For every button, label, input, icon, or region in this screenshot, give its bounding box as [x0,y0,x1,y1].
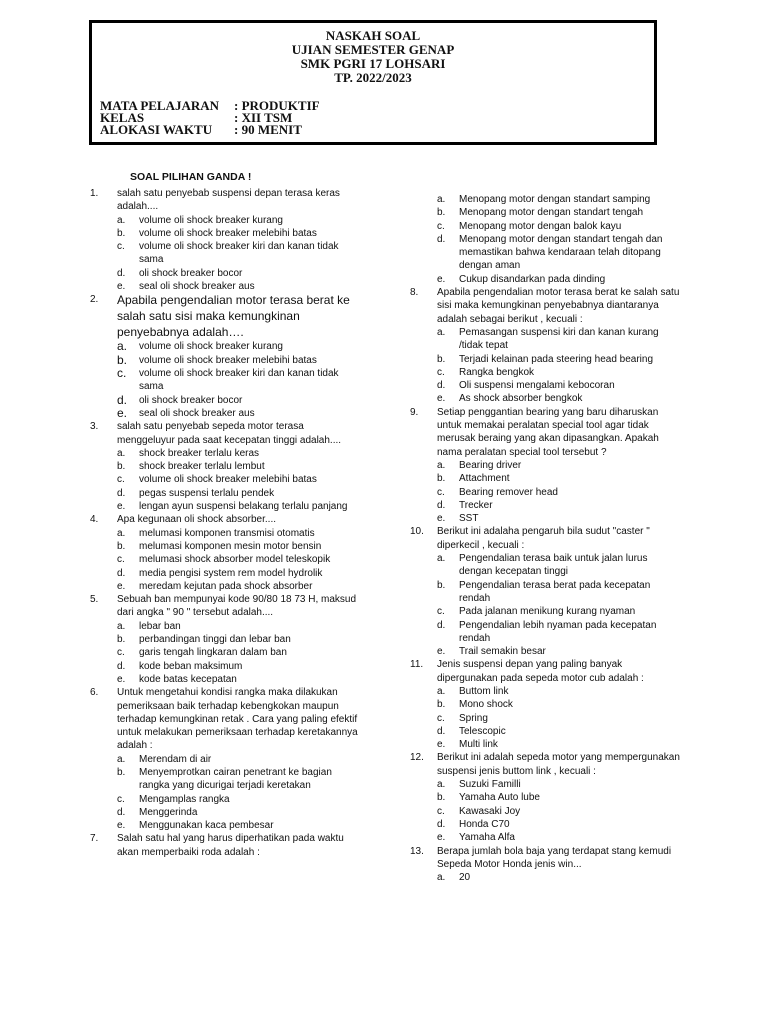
answer-option [90,646,360,659]
option-letter: d. [117,267,126,279]
option-text: seal oli shock breaker aus [139,281,255,293]
answer-option [410,725,680,738]
option-letter: b. [117,352,128,367]
question-number: 12. [410,752,424,764]
option-text: 20 [459,872,471,884]
option-letter: d. [437,380,446,392]
header-school-name: SMK PGRI 17 LOHSARI [300,56,446,71]
option-letter: b. [117,227,126,239]
option-text: Oli suspensi mengalami kebocoran [459,380,615,392]
option-text: Menggerinda [139,806,198,818]
option-letter: d. [117,487,126,499]
option-text: shock breaker terlalu lembut [139,461,265,473]
question-text: Untuk mengetahui kondisi rangka maka dilakukan pemeriksaan baik terhadap kebengkokan maupun terhadap kemungkinan retak . Cara yang paling efektif untuk melakukan pemeriksaan terhadap keretakannya adalah : [117,687,358,752]
option-letter: e. [437,393,446,405]
answer-option [410,738,680,751]
option-letter: a. [437,194,446,205]
option-text: Pada jalanan menikung kurang nyaman [459,606,636,618]
option-text: Spring [459,712,488,724]
answer-option [410,579,680,606]
question-number: 5. [90,594,99,606]
option-letter: b. [437,792,446,804]
question-text-line [90,686,360,752]
option-letter: e. [437,739,446,751]
answer-option [90,540,360,553]
option-letter: d. [437,818,446,830]
info-subject-value: : PRODUKTIF [234,98,320,113]
header-title: NASKAH SOAL [325,28,421,43]
question-text-line [90,420,360,447]
option-text: Mengamplas rangka [139,793,230,805]
question-text-line [410,658,680,685]
option-letter: a. [117,620,126,632]
option-text: Menopang motor dengan balok kayu [459,220,622,232]
question-text: Sebuah ban mempunyai kode 90/80 18 73 H, maksud dari angka " 90 " tersebut adalah.... [117,594,357,619]
option-text: Menopang motor dengan standart tengah dan memastikan bahwa kendaraan telah ditopang dengan aman [459,233,663,272]
option-letter: b. [437,699,446,711]
option-letter: b. [437,579,446,591]
option-letter: e. [117,580,126,592]
answer-option [410,273,680,286]
option-letter: c. [117,241,125,253]
question-item [410,193,680,286]
question-text: Berapa jumlah bola baja yang terdapat stang kemudi Sepeda Motor Honda jenis win... [437,845,672,870]
question-text: salah satu penyebab suspensi depan terasa keras adalah.... [117,188,340,213]
info-class-label: KELAS [100,110,145,125]
answer-option [90,280,360,293]
option-text: seal oli shock breaker aus [139,407,255,419]
option-letter: e. [437,646,446,658]
answer-option [410,619,680,646]
option-text: Suzuki Familli [459,779,521,791]
answer-option [90,240,360,267]
question-number: 8. [410,287,419,299]
option-letter: e. [437,832,446,844]
question-text-line [90,513,360,526]
answer-option [410,193,680,206]
option-text: Yamaha Auto lube [459,792,540,804]
option-letter: e. [117,281,126,293]
exam-header [89,20,657,145]
answer-option [90,354,360,367]
option-text: SST [459,513,479,525]
answer-option [410,871,680,884]
question-item [410,751,680,844]
option-text: Telescopic [459,725,506,737]
option-text: Kawasaki Joy [459,805,521,817]
answer-option [90,553,360,566]
question-text: Apabila pengendalian motor terasa berat ke salah satu sisi maka kemungkinan penyebabnya diantaranya adalah sebagai berikut , kecuali : [437,287,680,325]
question-number: 13. [410,845,424,857]
answer-option [90,620,360,633]
option-letter: a. [437,872,446,884]
question-text-line [410,751,680,778]
answer-option [90,487,360,500]
option-text: Bearing driver [459,459,522,471]
option-text: Menggunakan kaca pembesar [139,820,274,832]
option-letter: c. [117,554,125,566]
option-text: perbandingan tinggi dan lebar ban [139,634,291,646]
option-letter: a. [117,753,126,765]
answer-option [410,472,680,485]
answer-option [410,552,680,579]
answer-option [410,685,680,698]
option-text: volume oli shock breaker melebihi batas [139,474,317,486]
info-subject-label: MATA PELAJARAN [100,98,220,113]
option-text: garis tengah lingkaran dalam ban [139,647,287,659]
question-number: 7. [90,833,99,845]
option-letter: c. [437,366,445,378]
answer-option [410,712,680,725]
question-number: 2. [90,294,99,306]
answer-option [90,447,360,460]
question-item [90,832,360,859]
question-text-line [90,832,360,859]
option-text: Attachment [459,473,510,485]
answer-option [90,673,360,686]
question-text-line [410,525,680,552]
header-school-year: TP. 2022/2023 [334,70,412,85]
answer-option [410,392,680,405]
info-duration-value: : 90 MENIT [234,122,302,137]
option-text: volume oli shock breaker kiri dan kanan tidak sama [139,241,339,266]
question-item [90,420,360,513]
option-letter: e. [117,673,126,685]
option-text: melumasi shock absorber model teleskopik [139,554,331,566]
option-letter: a. [117,447,126,459]
answer-option [410,459,680,472]
option-letter: e. [437,273,446,285]
option-text: Menyemprotkan cairan penetrant ke bagian rangka yang dicurigai terjadi keretakan [139,766,332,792]
question-text: Jenis suspensi depan yang paling banyak dipergunakan pada sepeda motor cub adalah : [437,659,644,684]
question-text-line [410,845,680,872]
option-text: Cukup disandarkan pada dinding [459,273,606,285]
option-letter: b. [437,473,446,485]
option-letter: d. [437,725,446,737]
answer-option [90,580,360,593]
answer-option [410,233,680,273]
option-letter: c. [437,606,445,618]
option-text: Buttom link [459,685,509,697]
option-letter: a. [117,527,126,539]
option-text: Terjadi kelainan pada steering head bearing [459,353,654,365]
answer-option [410,366,680,379]
option-letter: d. [117,567,126,579]
question-number: 6. [90,687,99,699]
option-text: volume oli shock breaker melebihi batas [139,354,317,366]
answer-option [410,818,680,831]
option-text: Mono shock [459,699,513,711]
question-item [90,593,360,686]
option-text: Honda C70 [459,818,510,830]
option-letter: e. [117,405,128,420]
answer-option [410,326,680,353]
question-text-line [90,293,360,340]
option-text: volume oli shock breaker kurang [139,341,283,353]
question-text: Apa kegunaan oli shock absorber.... [117,514,276,526]
option-text: lebar ban [139,620,181,632]
option-text: kode batas kecepatan [139,673,237,685]
option-text: Pemasangan suspensi kiri dan kanan kurang /tidak tepat [459,326,659,352]
option-text: oli shock breaker bocor [139,267,243,279]
option-text: Merendam di air [139,753,212,765]
answer-option [90,806,360,819]
option-letter: b. [117,540,126,552]
option-text: oli shock breaker bocor [139,394,243,406]
answer-option [410,353,680,366]
answer-option [90,367,360,394]
option-letter: e. [117,820,126,832]
answer-option [90,394,360,407]
question-text-line [410,286,680,326]
question-text-line [410,406,680,459]
option-letter: a. [117,339,128,354]
option-letter: d. [437,619,446,631]
option-text: Trecker [459,499,493,511]
option-text: volume oli shock breaker melebihi batas [139,227,317,239]
question-item [90,187,360,293]
question-item [410,845,680,885]
option-letter: b. [117,461,126,473]
option-letter: c. [117,647,125,659]
option-letter: c. [117,366,127,381]
question-text: Apabila pengendalian motor terasa berat ke salah satu sisi maka kemungkinan penyebabnya adalah…. [117,293,350,339]
option-letter: c. [437,805,445,817]
question-number: 10. [410,526,424,538]
option-letter: a. [117,214,126,226]
option-text: shock breaker terlalu keras [139,447,260,459]
option-text: Pengendalian lebih nyaman pada kecepatan rendah [459,619,657,644]
answer-option [410,220,680,233]
answer-option [90,660,360,673]
answer-option [90,340,360,353]
answer-option [410,791,680,804]
option-text: meredam kejutan pada shock absorber [139,580,313,592]
question-number: 11. [410,659,424,671]
option-text: media pengisi system rem model hydrolik [139,567,323,579]
option-text: lengan ayun suspensi belakang terlalu panjang [139,501,348,513]
answer-option [90,267,360,280]
option-letter: c. [437,486,445,498]
question-item [90,686,360,832]
question-text-line [90,187,360,214]
info-duration-label: ALOKASI WAKTU [100,122,213,137]
option-text: melumasi komponen mesin motor bensin [139,540,322,552]
answer-option [410,805,680,818]
questions-right-column [410,193,680,884]
answer-option [90,214,360,227]
question-number: 1. [90,188,99,199]
question-number: 9. [410,406,419,418]
option-letter: d. [437,499,446,511]
option-letter: a. [437,685,446,697]
option-letter: e. [437,513,446,525]
option-letter: b. [117,634,126,646]
question-item [90,513,360,593]
option-text: melumasi komponen transmisi otomatis [139,527,315,539]
option-letter: d. [117,806,126,818]
option-letter: c. [437,220,445,232]
answer-option [90,460,360,473]
answer-option [410,778,680,791]
answer-option [410,499,680,512]
option-text: volume oli shock breaker kiri dan kanan tidak sama [139,368,339,393]
info-duration [100,123,302,136]
question-text: Berikut ini adalaha pengaruh bila sudut "caster " diperkecil , kecuali : [437,526,650,551]
option-letter: e. [117,501,126,513]
answer-option [410,645,680,658]
question-text: Salah satu hal yang harus diperhatikan pada waktu akan memperbaiki roda adalah : [117,833,344,858]
answer-option [410,512,680,525]
answer-option [90,227,360,240]
option-letter: a. [437,553,446,565]
option-text: Pengendalian terasa baik untuk jalan lurus dengan kecepatan tinggi [459,553,648,578]
question-item [410,406,680,526]
option-letter: b. [437,353,446,365]
question-number: 4. [90,514,99,526]
answer-option [90,473,360,486]
option-text: As shock absorber bengkok [459,393,583,405]
answer-option [90,819,360,832]
question-text: Setiap penggantian bearing yang baru diharuskan untuk memakai peralatan special tool agar tidak merusak beraing yang akan dipasangkan. Apakah nama peralatan special tool tersebut ? [437,406,659,458]
option-letter: c. [117,793,125,805]
answer-option [90,793,360,806]
answer-option [410,486,680,499]
answer-option [90,753,360,766]
questions-left-column [90,187,360,859]
option-letter: a. [437,779,446,791]
option-letter: c. [437,712,445,724]
answer-option [90,527,360,540]
answer-option [410,379,680,392]
option-text: Bearing remover head [459,486,558,498]
option-letter: d. [437,233,446,245]
option-letter: c. [117,474,125,486]
header-exam-name: UJIAN SEMESTER GENAP [291,42,455,57]
question-item [410,286,680,406]
question-text-line [90,593,360,620]
info-class-value: : XII TSM [234,110,293,125]
option-letter: a. [437,326,446,338]
option-text: Trail semakin besar [459,646,546,658]
question-item [410,525,680,658]
option-letter: d. [117,392,128,407]
question-item [90,293,360,420]
option-text: kode beban maksimum [139,660,243,672]
answer-option [90,766,360,793]
option-text: Menopang motor dengan standart tengah [459,207,644,219]
answer-option [410,831,680,844]
option-text: Multi link [459,739,498,751]
option-letter: d. [117,660,126,672]
answer-option [410,605,680,618]
answer-option [410,698,680,711]
option-letter: b. [117,766,126,778]
answer-option [90,500,360,513]
question-number: 3. [90,421,99,433]
question-item [410,658,680,751]
option-text: Yamaha Alfa [459,832,515,844]
option-text: Menopang motor dengan standart samping [459,194,651,205]
section-title: SOAL PILIHAN GANDA ! [130,171,252,183]
answer-option [90,567,360,580]
question-text: salah satu penyebab sepeda motor terasa menggeluyur pada saat kecepatan tinggi adalah.... [117,421,342,446]
answer-option [90,407,360,420]
question-text: Berikut ini adalah sepeda motor yang mempergunakan suspensi jenis buttom link , kecuali : [437,752,680,777]
option-text: volume oli shock breaker kurang [139,214,283,226]
answer-option [410,206,680,219]
option-letter: a. [437,459,446,471]
option-text: pegas suspensi terlalu pendek [139,487,275,499]
option-text: Rangka bengkok [459,366,535,378]
answer-option [90,633,360,646]
option-letter: b. [437,207,446,219]
option-text: Pengendalian terasa berat pada kecepatan rendah [459,579,651,604]
